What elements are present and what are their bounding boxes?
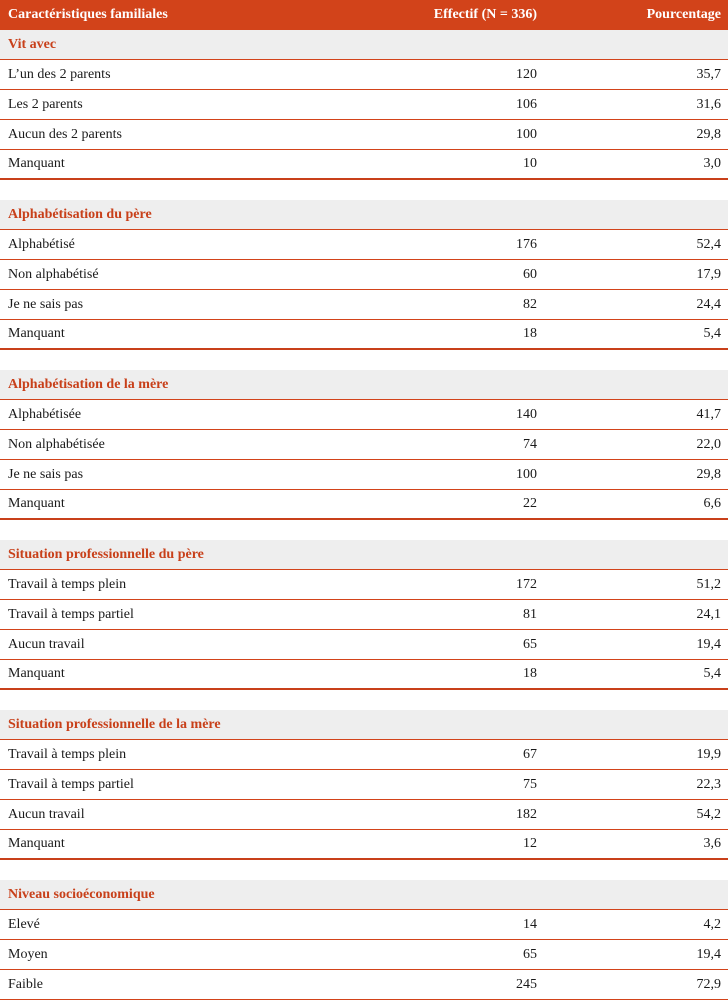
row-percentage: 3,0 [703,156,721,171]
row-percentage: 41,7 [696,406,721,422]
header-percentage: Pourcentage [646,7,721,22]
row-count: 176 [516,236,537,252]
table-row [0,940,728,970]
row-label: Elevé [8,916,40,932]
table-row [0,230,728,260]
row-count: 18 [523,666,537,681]
row-label: Travail à temps partiel [8,606,134,622]
row-percentage: 22,0 [696,436,721,452]
row-label: Aucun travail [8,636,85,652]
section-spacer [0,180,728,200]
table-row [0,800,728,830]
table-row [0,630,728,660]
row-count: 18 [523,326,537,341]
row-percentage: 17,9 [696,266,721,282]
row-count: 65 [523,636,537,652]
row-count: 14 [523,916,537,932]
row-percentage: 22,3 [696,776,721,792]
header-characteristics: Caractéristiques familiales [8,7,168,22]
row-percentage: 5,4 [703,666,721,681]
row-percentage: 29,8 [696,466,721,482]
section-title: Niveau socioéconomique [0,880,728,910]
row-count: 172 [516,576,537,592]
row-label: Manquant [8,836,65,851]
table-row [0,430,728,460]
row-label: Moyen [8,946,48,962]
table-section [0,710,728,860]
table-row [0,460,728,490]
row-count: 67 [523,746,537,762]
table-row [0,770,728,800]
row-label: Non alphabétisée [8,436,105,452]
table-row [0,90,728,120]
row-label: Aucun des 2 parents [8,126,122,142]
section-spacer [0,690,728,710]
row-label: Faible [8,976,43,992]
table-row [0,120,728,150]
row-percentage: 3,6 [703,836,721,851]
table-body [0,30,728,1000]
table-row [0,910,728,940]
row-count: 12 [523,836,537,851]
row-label: L’un des 2 parents [8,66,111,82]
row-count: 100 [516,126,537,142]
row-count: 74 [523,436,537,452]
table-row [0,60,728,90]
table-section [0,200,728,350]
table-row [0,150,728,180]
row-percentage: 52,4 [696,236,721,252]
table-row [0,660,728,690]
section-spacer [0,520,728,540]
row-label: Alphabétisée [8,406,82,422]
table-row [0,290,728,320]
row-percentage: 29,8 [696,126,721,142]
table-row [0,400,728,430]
table-row [0,260,728,290]
row-count: 140 [516,406,537,422]
row-percentage: 24,1 [696,606,721,622]
table-section [0,30,728,180]
table-row [0,830,728,860]
row-percentage: 6,6 [703,496,721,511]
table-row [0,600,728,630]
row-count: 182 [516,806,537,822]
row-label: Manquant [8,496,65,511]
table-section [0,540,728,690]
table-row [0,490,728,520]
row-percentage: 24,4 [696,296,721,312]
row-count: 81 [523,606,537,622]
row-label: Je ne sais pas [8,466,84,482]
row-count: 10 [523,156,537,171]
section-title: Vit avec [0,30,728,60]
section-title: Situation professionnelle de la mère [0,710,728,740]
header-count: Effectif (N = 336) [433,7,537,22]
row-count: 100 [516,466,537,482]
section-title: Alphabétisation du père [0,200,728,230]
row-label: Travail à temps plein [8,746,127,762]
row-label: Je ne sais pas [8,296,84,312]
row-percentage: 19,4 [696,636,721,652]
row-percentage: 5,4 [703,326,721,341]
section-spacer [0,350,728,370]
row-label: Manquant [8,156,65,171]
table-section [0,370,728,520]
row-count: 120 [516,66,537,82]
table-section [0,880,728,1000]
table-row [0,320,728,350]
row-count: 245 [516,976,537,992]
table-row [0,570,728,600]
row-label: Aucun travail [8,806,85,822]
row-percentage: 35,7 [696,66,721,82]
row-percentage: 19,9 [696,746,721,762]
row-count: 60 [523,266,537,282]
row-label: Manquant [8,666,65,681]
row-percentage: 51,2 [696,576,721,592]
row-label: Travail à temps partiel [8,776,134,792]
row-label: Alphabétisé [8,236,75,252]
row-label: Les 2 parents [8,96,83,112]
row-count: 106 [516,96,537,112]
row-percentage: 54,2 [696,806,721,822]
table-header [0,0,728,30]
section-spacer [0,860,728,880]
row-label: Manquant [8,326,65,341]
row-count: 75 [523,776,537,792]
table-row [0,970,728,1000]
row-percentage: 31,6 [696,96,721,112]
row-count: 65 [523,946,537,962]
row-label: Travail à temps plein [8,576,127,592]
row-label: Non alphabétisé [8,266,99,282]
row-percentage: 19,4 [696,946,721,962]
row-count: 82 [523,296,537,312]
row-percentage: 4,2 [703,916,721,932]
section-title: Situation professionnelle du père [0,540,728,570]
table-row [0,740,728,770]
row-percentage: 72,9 [696,976,721,992]
section-title: Alphabétisation de la mère [0,370,728,400]
row-count: 22 [523,496,537,511]
